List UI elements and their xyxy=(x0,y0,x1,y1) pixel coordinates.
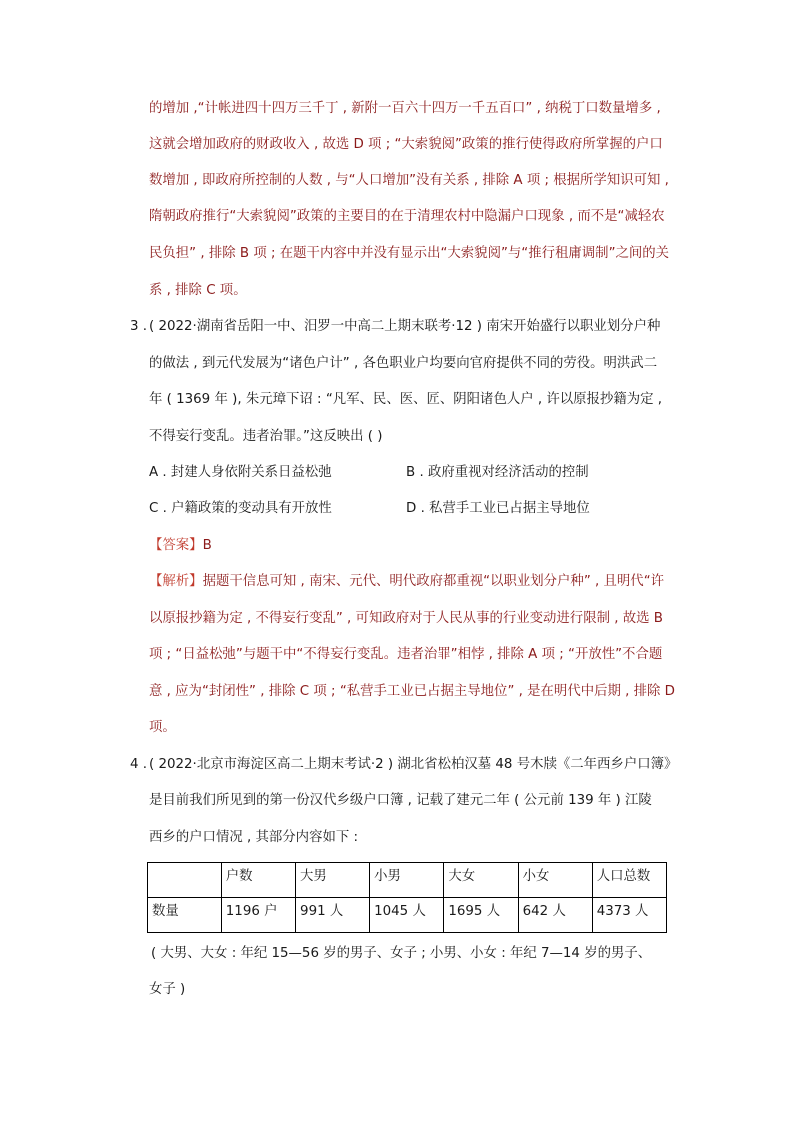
table-cell: 1695 人 xyxy=(444,898,518,933)
analysis-tag: 【解析】 xyxy=(149,574,203,589)
table-cell: 数量 xyxy=(148,898,222,933)
analysis-line: 意 , 应为“封闭性” , 排除 C 项 ; “私营手工业已占据主导地位” , 是在明代中后期 , 排除 D xyxy=(149,684,675,699)
question-stem-line: 年 ( 1369 年 ), 朱元璋下诏 : “凡军、民、医、匠、阴阳诸色人户 , 许以原报抄籍为定 , xyxy=(149,392,663,407)
table-row xyxy=(148,898,667,933)
analysis-line xyxy=(149,573,664,591)
table-header-cell: 大女 xyxy=(444,863,518,898)
question-stem-line: 的做法 , 到元代发展为“诸色户计” , 各色职业户均要向官府提供不同的劳役。明洪武二 xyxy=(149,356,658,371)
household-table xyxy=(147,862,667,933)
table-cell: 4373 人 xyxy=(592,898,666,933)
table-cell: 991 人 xyxy=(296,898,370,933)
prev-explanation-line: 系 , 排除 C 项。 xyxy=(149,283,247,298)
table-cell: 1196 户 xyxy=(221,898,295,933)
question-stem-line: 不得妄行变乱。违者治罪。”这反映出 ( ) xyxy=(149,429,383,444)
question-stem-line: 西乡的户口情况 , 其部分内容如下 : xyxy=(149,830,359,845)
option-b: B . 政府重视对经济活动的控制 xyxy=(406,465,589,480)
prev-explanation-line: 这就会增加政府的财政收入 , 故选 D 项 ; “大索貌阅”政策的推行使得政府所掌握的户口 xyxy=(149,137,663,152)
analysis-line: 项 ; “日益松弛”与题干中“不得妄行变乱。违者治罪”相悖 , 排除 A 项 ; “开放性”不合题 xyxy=(149,647,663,662)
table-header-cell: 小女 xyxy=(518,863,592,898)
table-cell: 642 人 xyxy=(518,898,592,933)
question-number: 3 . xyxy=(130,319,148,334)
table-header-cell: 小男 xyxy=(370,863,444,898)
table-header-cell: 户数 xyxy=(221,863,295,898)
question-number: 4 . xyxy=(130,757,148,772)
option-a: A . 封建人身依附关系日益松弛 xyxy=(149,465,332,480)
table-note-line: ( 大男、大女 : 年纪 15—56 岁的男子、女子 ; 小男、小女 : 年纪 7—14 岁的男子、 xyxy=(151,946,652,961)
table-header-cell xyxy=(148,863,222,898)
table-header-cell: 大男 xyxy=(296,863,370,898)
answer-tag: 【答案】 xyxy=(149,538,203,553)
question-stem-line: 是目前我们所见到的第一份汉代乡级户口簿 , 记载了建元二年 ( 公元前 139 年 ) 江陵 xyxy=(149,793,652,808)
analysis-line: 项。 xyxy=(149,720,176,735)
answer-value: B xyxy=(202,538,212,553)
answer-line xyxy=(149,537,212,555)
table-cell: 1045 人 xyxy=(370,898,444,933)
table-note-line: 女子 ) xyxy=(149,982,186,997)
prev-explanation-line: 数增加 , 即政府所控制的人数 , 与“人口增加”没有关系 , 排除 A 项 ; 根据所学知识可知 , xyxy=(149,173,669,188)
question-stem-line: ( 2022·湖南省岳阳一中、汨罗一中高二上期末联考·12 ) 南宋开始盛行以职业划分户种 xyxy=(149,319,661,334)
analysis-text: 据题干信息可知 , 南宋、元代、明代政府都重视“以职业划分户种” , 且明代“许 xyxy=(202,574,665,589)
prev-explanation-line: 隋朝政府推行“大索貌阅”政策的主要目的在于清理农村中隐漏户口现象 , 而不是“减轻农 xyxy=(149,209,665,224)
question-stem-line: ( 2022·北京市海淀区高二上期末考试·2 ) 湖北省松柏汉墓 48 号木牍《二年西乡户口簿》 xyxy=(149,757,678,772)
table-header-cell: 人口总数 xyxy=(592,863,666,898)
prev-explanation-line: 民负担” , 排除 B 项 ; 在题干内容中并没有显示出“大索貌阅”与“推行租庸调制”之间的关 xyxy=(149,246,670,261)
option-c: C . 户籍政策的变动具有开放性 xyxy=(149,501,332,516)
prev-explanation-line: 的增加 ,“计帐进四十四万三千丁 , 新附一百六十四万一千五百口” , 纳税丁口数量增多 , xyxy=(149,101,661,116)
analysis-line: 以原报抄籍为定 , 不得妄行变乱” , 可知政府对于人民从事的行业变动进行限制 , 故选 B xyxy=(149,611,663,626)
table-header-row xyxy=(148,863,667,898)
option-d: D . 私营手工业已占据主导地位 xyxy=(406,501,590,516)
